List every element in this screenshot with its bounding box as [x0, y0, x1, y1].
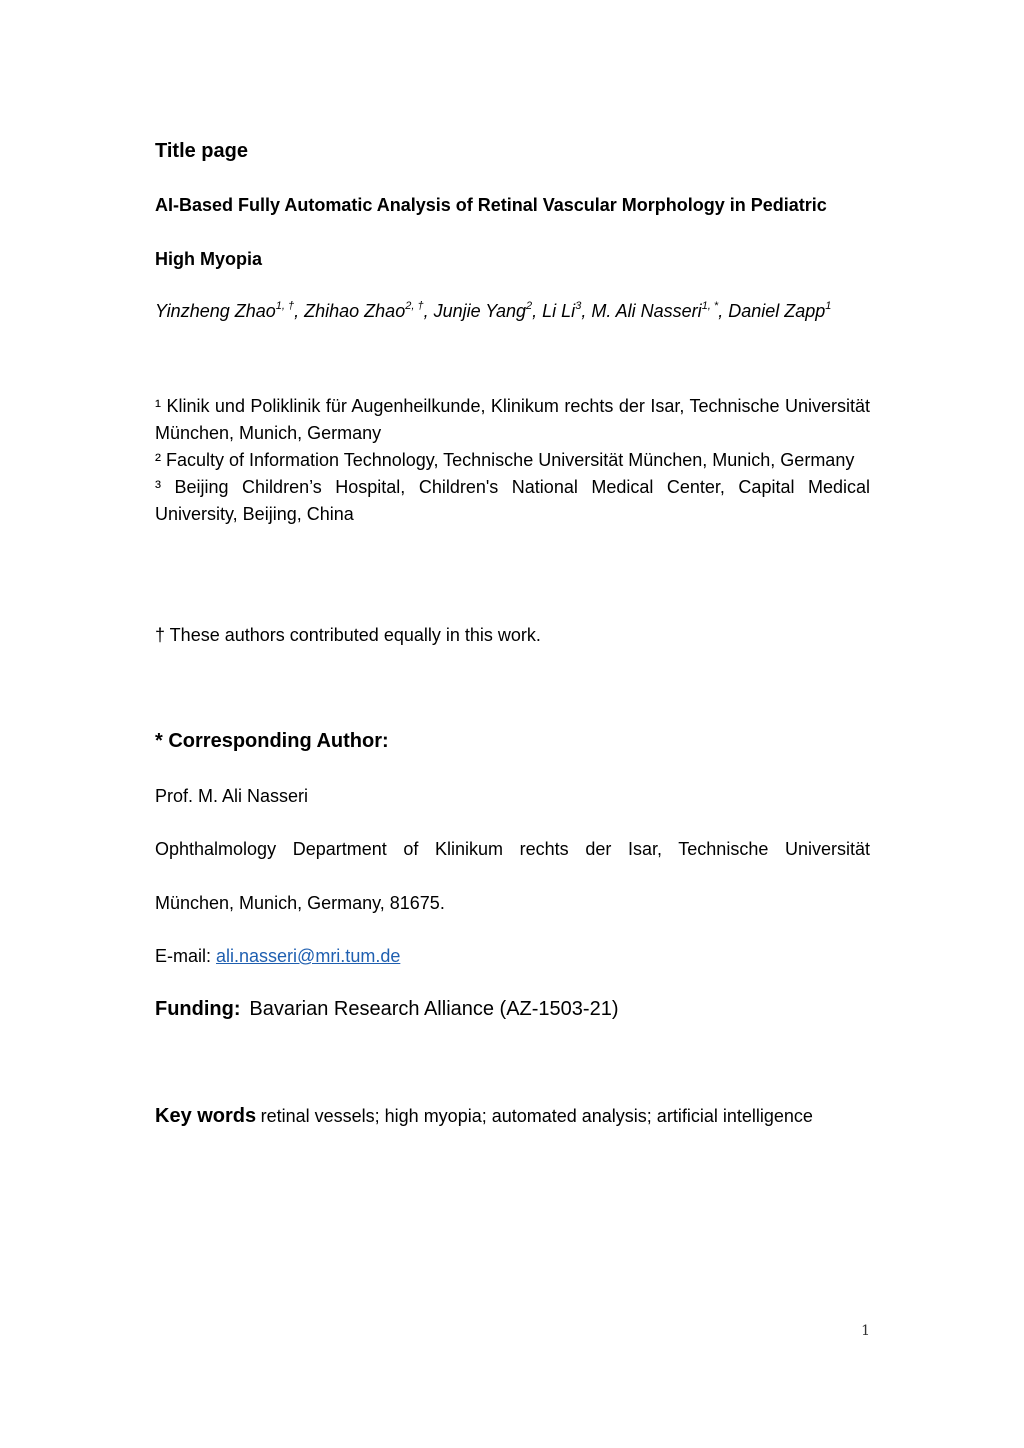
- author: M. Ali Nasseri$^{1, *}$,: [591, 300, 729, 321]
- page-number: 1: [861, 1323, 870, 1339]
- author: Junjie Yang$^2$,: [433, 300, 543, 321]
- affiliation-3: ³ Beijing Children’s Hospital, Children's National Medical Center, Capital Medical University, Beijing, China: [155, 477, 870, 524]
- corresponding-author-heading: * Corresponding Author:: [155, 730, 389, 752]
- affiliations: [155, 393, 870, 528]
- author-list: [155, 301, 870, 322]
- address-line-2: München, Munich, Germany, 81675.: [155, 893, 445, 913]
- author: Li Li$^3$,: [542, 300, 592, 321]
- author: Daniel Zapp$^1$: [728, 300, 832, 321]
- corresponding-author-name: Prof. M. Ali Nasseri: [155, 786, 309, 806]
- funding-label: Funding:: [155, 998, 241, 1020]
- address-line-1: Ophthalmology Department of Klinikum rechts der Isar, Technische Universität: [155, 839, 870, 859]
- keywords-label: Key words: [155, 1105, 257, 1127]
- funding-row: [155, 998, 870, 1021]
- paper-title-line-1: AI-Based Fully Automatic Analysis of Retinal Vascular Morphology in Pediatric: [155, 195, 827, 215]
- equal-contribution-note: † These authors contributed equally in this work.: [155, 625, 541, 645]
- keywords-text: retinal vessels; high myopia; automated analysis; artificial intelligence: [260, 1106, 813, 1126]
- author: Zhihao Zhao$^{2, \dagger}$,: [304, 300, 434, 321]
- email-label: E-mail:: [155, 946, 217, 966]
- affiliation-1: ¹ Klinik und Poliklinik für Augenheilkunde, Klinikum rechts der Isar, Technische Universität München, Munich, Germany: [155, 396, 870, 443]
- page-heading: Title page: [155, 140, 248, 162]
- email-link[interactable]: ali.nasseri@mri.tum.de: [216, 946, 401, 966]
- email-row: [155, 945, 870, 967]
- keywords-row: [155, 1105, 870, 1128]
- paper-title-line-2: High Myopia: [155, 249, 262, 269]
- funding-text: Bavarian Research Alliance (AZ-1503-21): [249, 998, 619, 1020]
- affiliation-2: ² Faculty of Information Technology, Technische Universität München, Munich, Germany: [155, 450, 855, 470]
- author: Yinzheng Zhao$^{1, \dagger}$,: [155, 300, 305, 321]
